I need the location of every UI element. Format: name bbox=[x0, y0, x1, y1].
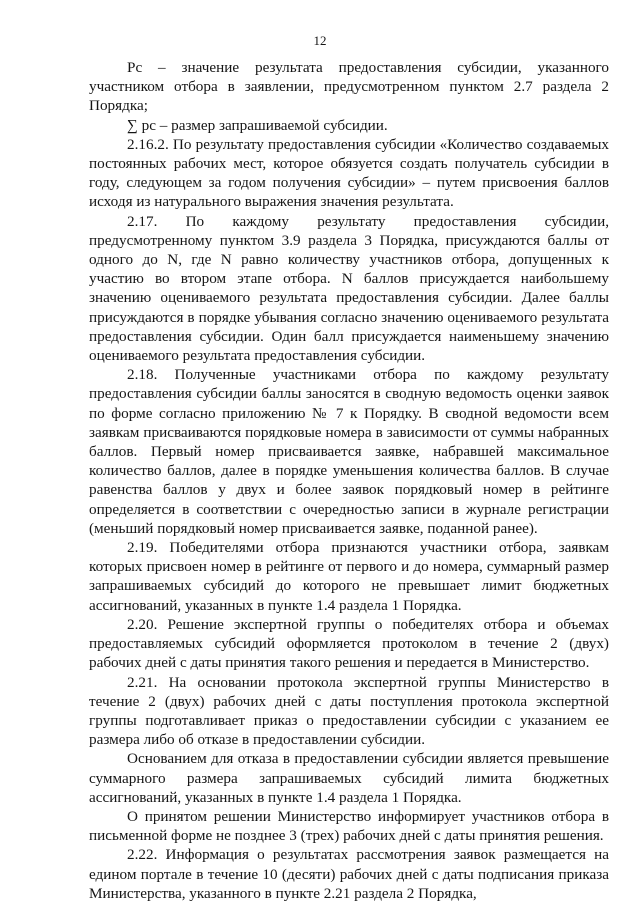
page-number: 12 bbox=[313, 33, 327, 48]
paragraph-2-17: 2.17. По каждому результату предоставления субсидии, предусмотренному пунктом 3.9 раздела 3 Порядка, присуждаются баллы от одного до N, где N равно количеству участников отбора, допущенных к участию во втором этапе отбора. N баллов присуждается наибольшему значению оцениваемого результата предоставления субсидии. Далее баллы присуждаются в порядке убывания согласно значению оцениваемого результата предоставления субсидии. Один балл присуждается наименьшему значению оцениваемого результата предоставления субсидии. bbox=[89, 212, 609, 365]
document-body bbox=[89, 58, 609, 903]
paragraph-2-21: 2.21. На основании протокола экспертной группы Министерство в течение 2 (двух) рабочих дней с даты поступления протокола экспертной группы подготавливает приказ о предоставлении субсидии с указанием ее размера либо об отказе в предоставлении субсидии. bbox=[89, 673, 609, 749]
paragraph-notification: О принятом решении Министерство информирует участников отбора в письменной форме не позднее 3 (трех) рабочих дней с даты принятия решения. bbox=[89, 807, 609, 845]
paragraph-2-16-2: 2.16.2. По результату предоставления субсидии «Количество создаваемых постоянных рабочих мест, которое обязуется создать получатель субсидии в году, следующем за годом получения субсидии» – путем присвоения баллов исходя из натурального выражения значения результата. bbox=[89, 135, 609, 211]
paragraph-pc-definition: Pc – значение результата предоставления субсидии, указанного участником отбора в заявлении, предусмотренном пунктом 2.7 раздела 2 Порядка; bbox=[89, 59, 609, 115]
paragraph-2-18: 2.18. Полученные участниками отбора по каждому результату предоставления субсидии баллы заносятся в сводную ведомость оценки заявок по форме согласно приложению № 7 к Порядку. В сводной ведомости всем заявкам присваиваются порядковые номера в зависимости от суммы набранных баллов. Первый номер присваивается заявке, набравшей максимальное количество баллов, далее в порядке уменьшения количества баллов. В случае равенства баллов у двух и более заявок порядковый номер в рейтинге определяется в соответствии с очередностью записи в журнале регистрации (меньший порядковый номер присваивается заявке, поданной ранее). bbox=[89, 366, 609, 537]
paragraph-refusal-grounds: Основанием для отказа в предоставлении субсидии является превышение суммарного размера запрашиваемых субсидий лимита бюджетных ассигнований, указанных в пункте 1.4 раздела 1 Порядка. bbox=[89, 750, 609, 806]
paragraph-sum-definition: ∑ рс – размер запрашиваемой субсидии. bbox=[127, 116, 388, 134]
paragraph-2-19: 2.19. Победителями отбора признаются участники отбора, заявкам которых присвоен номер в рейтинге от первого и до номера, суммарный размер запрашиваемых субсидий до которого не превышает лимит бюджетных ассигнований, указанных в пункте 1.4 раздела 1 Порядка. bbox=[89, 539, 609, 614]
paragraph-2-20: 2.20. Решение экспертной группы о победителях отбора и объемах предоставляемых субсидий оформляется протоколом в течение 2 (двух) рабочих дней с даты принятия такого решения и передается в Министерство. bbox=[89, 615, 609, 672]
paragraph-2-22: 2.22. Информация о результатах рассмотрения заявок размещается на едином портале в течение 10 (десяти) рабочих дней с даты подписания приказа Министерства, указанного в пункте 2.21 раздела 2 Порядка, bbox=[89, 846, 609, 902]
